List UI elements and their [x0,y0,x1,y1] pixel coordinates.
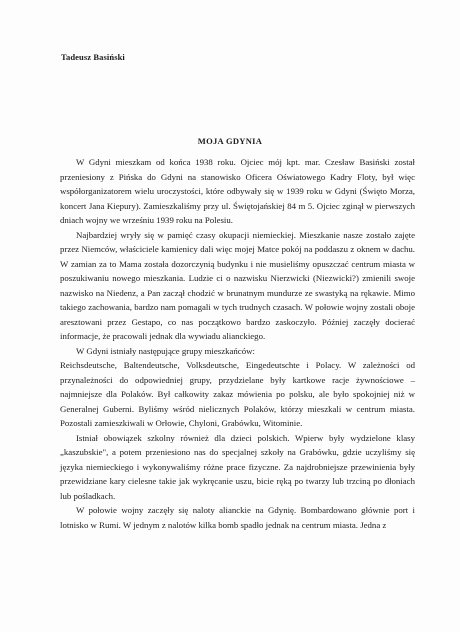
author-name: Tadeusz Basiński [61,52,125,62]
document-body [60,155,415,532]
paragraph-2: Najbardziej wryły się w pamięć czasy okupacji niemieckiej. Mieszkanie nasze zostało zajęte przez Niemców, właściciele kamienicy dali więc mojej Matce pokój na poddaszu z oknem w dachu. W zamian za to Mama została dozorczynią budynku i nie musieliśmy opuszczać centrum miasta w poszukiwaniu nowego mieszkania. Ludzie ci o nazwisku Nierzwicki (Niezwicki?) zmienili swoje nazwisko na Niedenz, a Pan zaczął chodzić w brunatnym mundurze ze swastyką na rękawie. Mimo takiego zachowania, bardzo nam pomagali w tych trudnych czasach. W połowie wojny zostali oboje aresztowani przez Gestapo, co nas początkowo bardzo zaskoczyło. Później zaczęły docierać informacje, że pracowali jednak dla wywiadu alianckiego. [60,229,415,341]
paragraph-3: W Gdyni istniały następujące grupy mieszkańców: [76,345,255,356]
paragraph-6: W połowie wojny zaczęły się naloty alianckie na Gdynię. Bombardowano głównie port i lotnisko w Rumi. W jednym z nalotów kilka bomb spadło jednak na centrum miasta. Jedna z [60,505,415,530]
paragraph-5: Istniał obowiązek szkolny również dla dzieci polskich. Wpierw były wydzielone klasy „kaszubskie", a potem przeniesiono nas do specjalnej szkoły na Grabówku, gdzie uczyliśmy się języka niemieckiego i wykonywaliśmy różne prace fizyczne. Za najdrobniejsze przewinienia były przewidziane kary cielesne takie jak wykręcanie uszu, bicie ręką po twarzy lub trzciną po dłoniach lub pośladkach. [60,432,415,501]
paragraph-1: W Gdyni mieszkam od końca 1938 roku. Ojciec mój kpt. mar. Czesław Basiński został przeniesiony z Pińska do Gdyni na stanowisko Oficera Oświatowego Kadry Floty, był więc współorganizatorem wielu uroczystości, które odbywały się w 1939 roku w Gdyni (Święto Morza, koncert Jana Kiepury). Zamieszkaliśmy przy ul. Świętojańskiej 84 m 5. Ojciec zginął w pierwszych dniach wojny we wrześniu 1939 roku na Polesiu. [60,157,415,225]
document-title: MOJA GDYNIA [197,136,263,146]
paragraph-4: Reichsdeutsche, Baltendeutsche, Volksdeutsche, Eingedeutschte i Polacy. W zależności od przynależności do odpowiedniej grupy, przydzielane były kartkowe racje żywnościowe – najmniejsze dla Polaków. Był całkowity zakaz mówienia po polsku, ale było spokojniej niż w Generalnej Guberni. Byliśmy wśród nielicznych Polaków, którzy mieszkali w centrum miasta. Pozostali zamieszkiwali w Orłowie, Chyloni, Grabówku, Witominie. [60,360,415,428]
